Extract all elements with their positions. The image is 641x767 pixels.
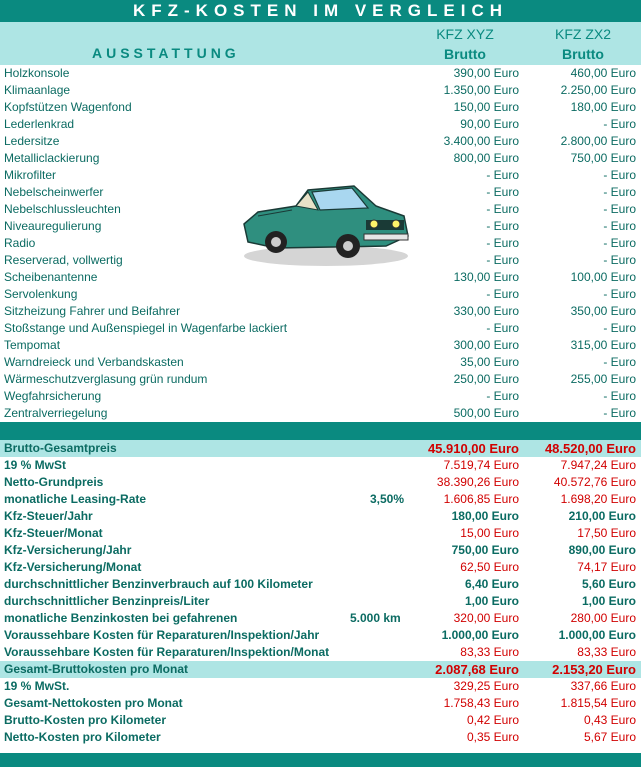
- final-value-zx2: 0,43 Euro: [583, 713, 636, 727]
- equipment-label: Nebelschlussleuchten: [4, 202, 121, 216]
- equipment-value-zx2: 2.250,00 Euro: [560, 83, 636, 97]
- equipment-value-xyz: 1.350,00 Euro: [443, 83, 519, 97]
- detail-value-xyz: 7.519,74 Euro: [443, 458, 519, 472]
- equipment-value-xyz: 250,00 Euro: [453, 372, 519, 386]
- detail-row: [0, 576, 641, 593]
- equipment-value-zx2: - Euro: [603, 117, 636, 131]
- equipment-row: [0, 150, 641, 167]
- equipment-row: [0, 116, 641, 133]
- gesamt-total-zx2: 2.153,20 Euro: [552, 662, 636, 677]
- detail-label: Kfz-Versicherung/Jahr: [4, 543, 132, 557]
- equipment-value-zx2: 350,00 Euro: [570, 304, 636, 318]
- final-value-xyz: 1.758,43 Euro: [443, 696, 519, 710]
- equipment-value-zx2: 460,00 Euro: [570, 66, 636, 80]
- detail-value-zx2: 890,00 Euro: [568, 543, 636, 557]
- equipment-value-xyz: 150,00 Euro: [453, 100, 519, 114]
- detail-value-xyz: 750,00 Euro: [451, 543, 519, 557]
- equipment-value-zx2: 2.800,00 Euro: [560, 134, 636, 148]
- equipment-value-zx2: 255,00 Euro: [570, 372, 636, 386]
- column-kfz-zx2-name: KFZ ZX2: [554, 26, 611, 42]
- detail-value-zx2: 17,50 Euro: [577, 526, 636, 540]
- equipment-value-xyz: - Euro: [486, 202, 519, 216]
- equipment-label: Stoßstange und Außenspiegel in Wagenfarbe lackiert: [4, 321, 288, 335]
- final-label: Brutto-Kosten pro Kilometer: [4, 713, 166, 727]
- final-value-xyz: 329,25 Euro: [453, 679, 519, 693]
- detail-value-xyz: 83,33 Euro: [460, 645, 519, 659]
- detail-label: Netto-Grundpreis: [4, 475, 104, 489]
- section-divider: [0, 422, 641, 440]
- equipment-row: [0, 99, 641, 116]
- equipment-label: Zentralverriegelung: [4, 406, 108, 420]
- equipment-row: [0, 320, 641, 337]
- final-value-zx2: 1.815,54 Euro: [560, 696, 636, 710]
- column-kfz-zx2-sub: Brutto: [562, 46, 604, 62]
- final-label: Gesamt-Nettokosten pro Monat: [4, 696, 183, 710]
- detail-value-zx2: 83,33 Euro: [577, 645, 636, 659]
- detail-value-zx2: 74,17 Euro: [577, 560, 636, 574]
- detail-value-zx2: 1.698,20 Euro: [560, 492, 636, 506]
- detail-value-zx2: 5,60 Euro: [581, 577, 636, 591]
- final-row: [0, 695, 641, 712]
- detail-value-xyz: 62,50 Euro: [460, 560, 519, 574]
- detail-value-xyz: 38.390,26 Euro: [436, 475, 519, 489]
- gesamt-total-xyz: 2.087,68 Euro: [435, 662, 519, 677]
- detail-row: [0, 610, 641, 627]
- column-kfz-zx2: [528, 24, 638, 64]
- equipment-value-xyz: - Euro: [486, 236, 519, 250]
- equipment-row: [0, 371, 641, 388]
- equipment-row: [0, 388, 641, 405]
- equipment-label: Klimaanlage: [4, 83, 71, 97]
- equipment-value-zx2: - Euro: [603, 185, 636, 199]
- equipment-value-zx2: - Euro: [603, 202, 636, 216]
- equipment-row: [0, 133, 641, 150]
- equipment-row: [0, 286, 641, 303]
- equipment-value-xyz: 500,00 Euro: [453, 406, 519, 420]
- detail-label: Voraussehbare Kosten für Reparaturen/Inspektion/Jahr: [4, 628, 320, 642]
- brutto-total-row: [0, 440, 641, 457]
- final-row: [0, 712, 641, 729]
- detail-row: [0, 644, 641, 661]
- detail-label: durchschnittlicher Benzinverbrauch auf 100 Kilometer: [4, 577, 313, 591]
- detail-value-zx2: 1.000,00 Euro: [558, 628, 636, 642]
- equipment-row: [0, 269, 641, 286]
- brutto-total-zx2: 48.520,00 Euro: [544, 441, 636, 456]
- equipment-value-xyz: - Euro: [486, 253, 519, 267]
- equipment-value-zx2: - Euro: [603, 389, 636, 403]
- detail-value-zx2: 210,00 Euro: [568, 509, 636, 523]
- final-value-zx2: 337,66 Euro: [570, 679, 636, 693]
- equipment-value-xyz: 35,00 Euro: [460, 355, 519, 369]
- final-label: 19 % MwSt.: [4, 679, 70, 693]
- column-kfz-xyz-sub: Brutto: [444, 46, 486, 62]
- equipment-value-xyz: - Euro: [486, 219, 519, 233]
- final-row: [0, 678, 641, 695]
- equipment-value-zx2: - Euro: [603, 321, 636, 335]
- equipment-value-xyz: - Euro: [486, 389, 519, 403]
- equipment-value-zx2: - Euro: [603, 168, 636, 182]
- equipment-label: Kopfstützen Wagenfond: [4, 100, 132, 114]
- equipment-label: Wegfahrsicherung: [4, 389, 102, 403]
- gesamt-total-label: Gesamt-Bruttokosten pro Monat: [4, 662, 189, 676]
- equipment-value-zx2: - Euro: [603, 355, 636, 369]
- final-row: [0, 729, 641, 746]
- equipment-value-zx2: - Euro: [603, 287, 636, 301]
- equipment-label: Tempomat: [4, 338, 61, 352]
- final-costs: [0, 678, 641, 746]
- detail-row: [0, 525, 641, 542]
- ausstattung-heading: AUSSTATTUNG: [92, 45, 240, 61]
- detail-value-xyz: 1.606,85 Euro: [443, 492, 519, 506]
- detail-label: Kfz-Steuer/Jahr: [4, 509, 93, 523]
- column-kfz-xyz: [410, 24, 520, 64]
- detail-row: [0, 457, 641, 474]
- equipment-row: [0, 337, 641, 354]
- equipment-label: Reserverad, vollwertig: [4, 253, 123, 267]
- equipment-value-xyz: 130,00 Euro: [453, 270, 519, 284]
- detail-value-zx2: 1,00 Euro: [581, 594, 636, 608]
- gesamt-total-row: [0, 661, 641, 678]
- detail-parameter: 5.000 km: [350, 611, 401, 625]
- sheet-title: KFZ-KOSTEN IM VERGLEICH: [0, 0, 641, 22]
- equipment-value-xyz: - Euro: [486, 321, 519, 335]
- equipment-label: Niveauregulierung: [4, 219, 102, 233]
- detail-value-xyz: 1.000,00 Euro: [441, 628, 519, 642]
- equipment-row: [0, 65, 641, 82]
- equipment-label: Nebelscheinwerfer: [4, 185, 104, 199]
- equipment-value-zx2: - Euro: [603, 406, 636, 420]
- equipment-value-xyz: - Euro: [486, 185, 519, 199]
- detail-row: [0, 474, 641, 491]
- equipment-row: [0, 405, 641, 422]
- equipment-value-zx2: - Euro: [603, 236, 636, 250]
- column-header: [0, 22, 641, 65]
- equipment-label: Lederlenkrad: [4, 117, 75, 131]
- detail-label: Kfz-Versicherung/Monat: [4, 560, 142, 574]
- detail-label: Voraussehbare Kosten für Reparaturen/Inspektion/Monat: [4, 645, 330, 659]
- detail-row: [0, 627, 641, 644]
- detail-label: durchschnittlicher Benzinpreis/Liter: [4, 594, 210, 608]
- equipment-row: [0, 82, 641, 99]
- detail-value-zx2: 7.947,24 Euro: [560, 458, 636, 472]
- equipment-row: [0, 354, 641, 371]
- detail-parameter: 3,50%: [370, 492, 405, 506]
- final-label: Netto-Kosten pro Kilometer: [4, 730, 161, 744]
- bottom-bar: [0, 753, 641, 767]
- equipment-label: Ledersitze: [4, 134, 60, 148]
- equipment-label: Holzkonsole: [4, 66, 70, 80]
- equipment-label: Scheibenantenne: [4, 270, 98, 284]
- detail-value-xyz: 15,00 Euro: [460, 526, 519, 540]
- car-illustration: [236, 176, 414, 268]
- detail-value-zx2: 40.572,76 Euro: [553, 475, 636, 489]
- final-value-xyz: 0,35 Euro: [466, 730, 519, 744]
- detail-label: 19 % MwSt: [4, 458, 67, 472]
- equipment-label: Wärmeschutzverglasung grün rundum: [4, 372, 208, 386]
- detail-value-xyz: 180,00 Euro: [451, 509, 519, 523]
- detail-row: [0, 542, 641, 559]
- detail-row: [0, 491, 641, 508]
- column-kfz-xyz-name: KFZ XYZ: [436, 26, 494, 42]
- equipment-value-zx2: 100,00 Euro: [570, 270, 636, 284]
- equipment-label: Radio: [4, 236, 36, 250]
- equipment-label: Mikrofilter: [4, 168, 57, 182]
- detail-row: [0, 508, 641, 525]
- equipment-value-zx2: - Euro: [603, 253, 636, 267]
- equipment-label: Metalliclackierung: [4, 151, 100, 165]
- equipment-value-xyz: 800,00 Euro: [453, 151, 519, 165]
- detail-label: Kfz-Steuer/Monat: [4, 526, 103, 540]
- detail-label: monatliche Benzinkosten bei gefahrenen: [4, 611, 238, 625]
- equipment-value-zx2: - Euro: [603, 219, 636, 233]
- detail-value-xyz: 1,00 Euro: [464, 594, 519, 608]
- equipment-value-zx2: 180,00 Euro: [570, 100, 636, 114]
- equipment-value-zx2: 750,00 Euro: [570, 151, 636, 165]
- detail-value-zx2: 280,00 Euro: [570, 611, 636, 625]
- equipment-value-xyz: - Euro: [486, 287, 519, 301]
- cost-details: [0, 457, 641, 661]
- equipment-row: [0, 303, 641, 320]
- equipment-value-xyz: 3.400,00 Euro: [443, 134, 519, 148]
- detail-value-xyz: 6,40 Euro: [464, 577, 519, 591]
- equipment-value-xyz: - Euro: [486, 168, 519, 182]
- equipment-value-zx2: 315,00 Euro: [570, 338, 636, 352]
- detail-row: [0, 559, 641, 576]
- final-value-zx2: 5,67 Euro: [583, 730, 636, 744]
- equipment-value-xyz: 390,00 Euro: [453, 66, 519, 80]
- brutto-total-label: Brutto-Gesamtpreis: [4, 441, 117, 455]
- equipment-label: Warndreieck und Verbandskasten: [4, 355, 184, 369]
- equipment-label: Sitzheizung Fahrer und Beifahrer: [4, 304, 181, 318]
- detail-label: monatliche Leasing-Rate: [4, 492, 147, 506]
- detail-value-xyz: 320,00 Euro: [453, 611, 519, 625]
- final-value-xyz: 0,42 Euro: [466, 713, 519, 727]
- brutto-total-xyz: 45.910,00 Euro: [427, 441, 519, 456]
- equipment-value-xyz: 330,00 Euro: [453, 304, 519, 318]
- equipment-value-xyz: 300,00 Euro: [453, 338, 519, 352]
- equipment-label: Servolenkung: [4, 287, 78, 301]
- detail-row: [0, 593, 641, 610]
- equipment-value-xyz: 90,00 Euro: [460, 117, 519, 131]
